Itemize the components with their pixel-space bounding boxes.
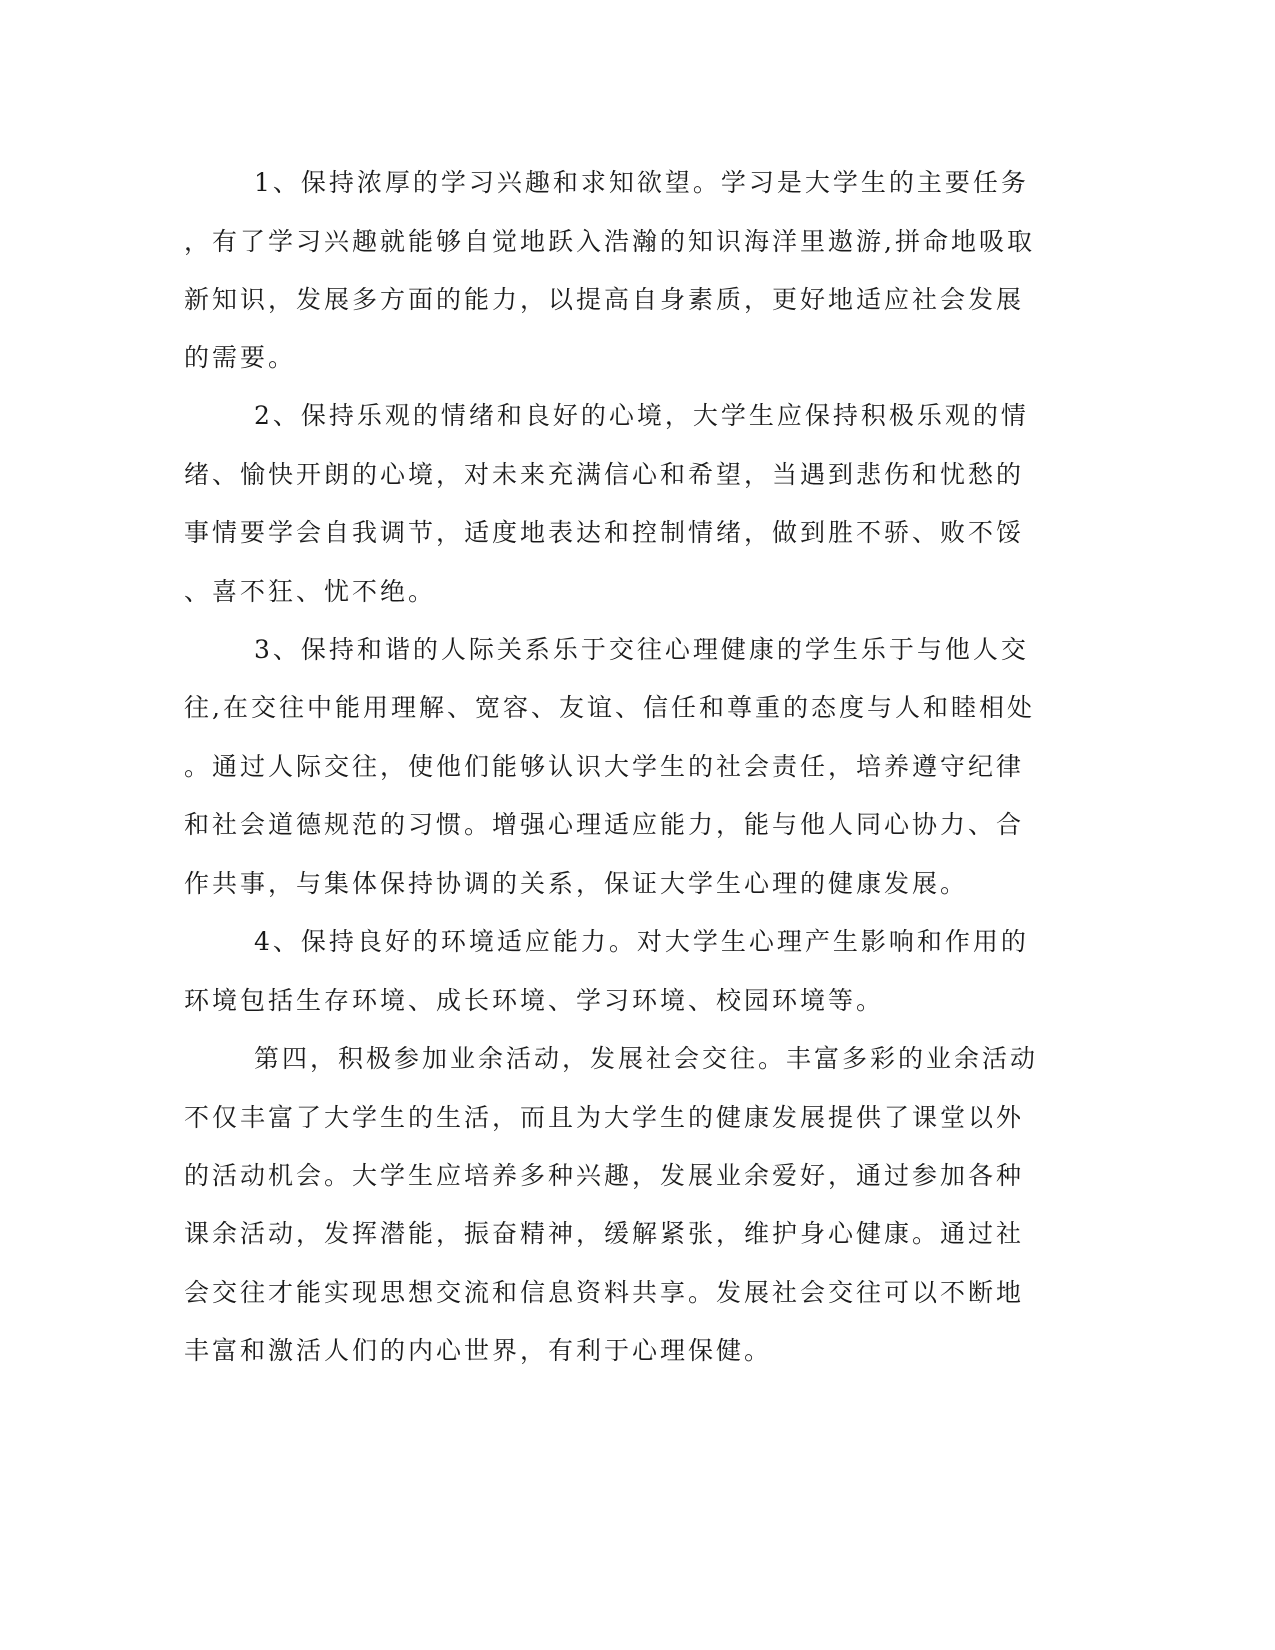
text-line: 第四，积极参加业余活动，发展社会交往。丰富多彩的业余活动 (254, 1044, 1039, 1073)
text-line: 3、保持和谐的人际关系乐于交往心理健康的学生乐于与他人交 (254, 635, 1029, 664)
text-line: 事情要学会自我调节，适度地表达和控制情绪，做到胜不骄、败不馁 (184, 518, 1025, 547)
text-line: 会交往才能实现思想交流和信息资料共享。发展社会交往可以不断地 (184, 1278, 1025, 1307)
text-line: 2、保持乐观的情绪和良好的心境，大学生应保持积极乐观的情 (254, 401, 1029, 430)
text-line: 往,在交往中能用理解、宽容、友谊、信任和尊重的态度与人和睦相处 (184, 693, 1035, 722)
text-line: 不仅丰富了大学生的生活，而且为大学生的健康发展提供了课堂以外 (184, 1103, 1025, 1132)
text-line: 的活动机会。大学生应培养多种兴趣，发展业余爱好，通过参加各种 (184, 1161, 1025, 1190)
text-line: 课余活动，发挥潜能，振奋精神，缓解紧张，维护身心健康。通过社 (184, 1219, 1025, 1248)
text-line: 丰富和激活人们的内心世界，有利于心理保健。 (184, 1336, 773, 1365)
text-line: ，有了学习兴趣就能够自觉地跃入浩瀚的知识海洋里遨游,拼命地吸取 (184, 227, 1035, 256)
text-line: 1、保持浓厚的学习兴趣和求知欲望。学习是大学生的主要任务 (254, 168, 1029, 197)
text-line: 绪、愉快开朗的心境，对未来充满信心和希望，当遇到悲伤和忧愁的 (184, 460, 1025, 489)
text-line: 环境包括生存环境、成长环境、学习环境、校园环境等。 (184, 986, 885, 1015)
text-line: 作共事，与集体保持协调的关系，保证大学生心理的健康发展。 (184, 869, 969, 898)
text-line: 、喜不狂、忧不绝。 (184, 577, 437, 606)
text-line: 。通过人际交往，使他们能够认识大学生的社会责任，培养遵守纪律 (184, 752, 1025, 781)
text-line: 新知识，发展多方面的能力，以提高自身素质，更好地适应社会发展 (184, 285, 1025, 314)
text-line: 和社会道德规范的习惯。增强心理适应能力，能与他人同心协力、合 (184, 810, 1025, 839)
text-line: 的需要。 (184, 343, 297, 372)
text-line: 4、保持良好的环境适应能力。对大学生心理产生影响和作用的 (254, 927, 1029, 956)
